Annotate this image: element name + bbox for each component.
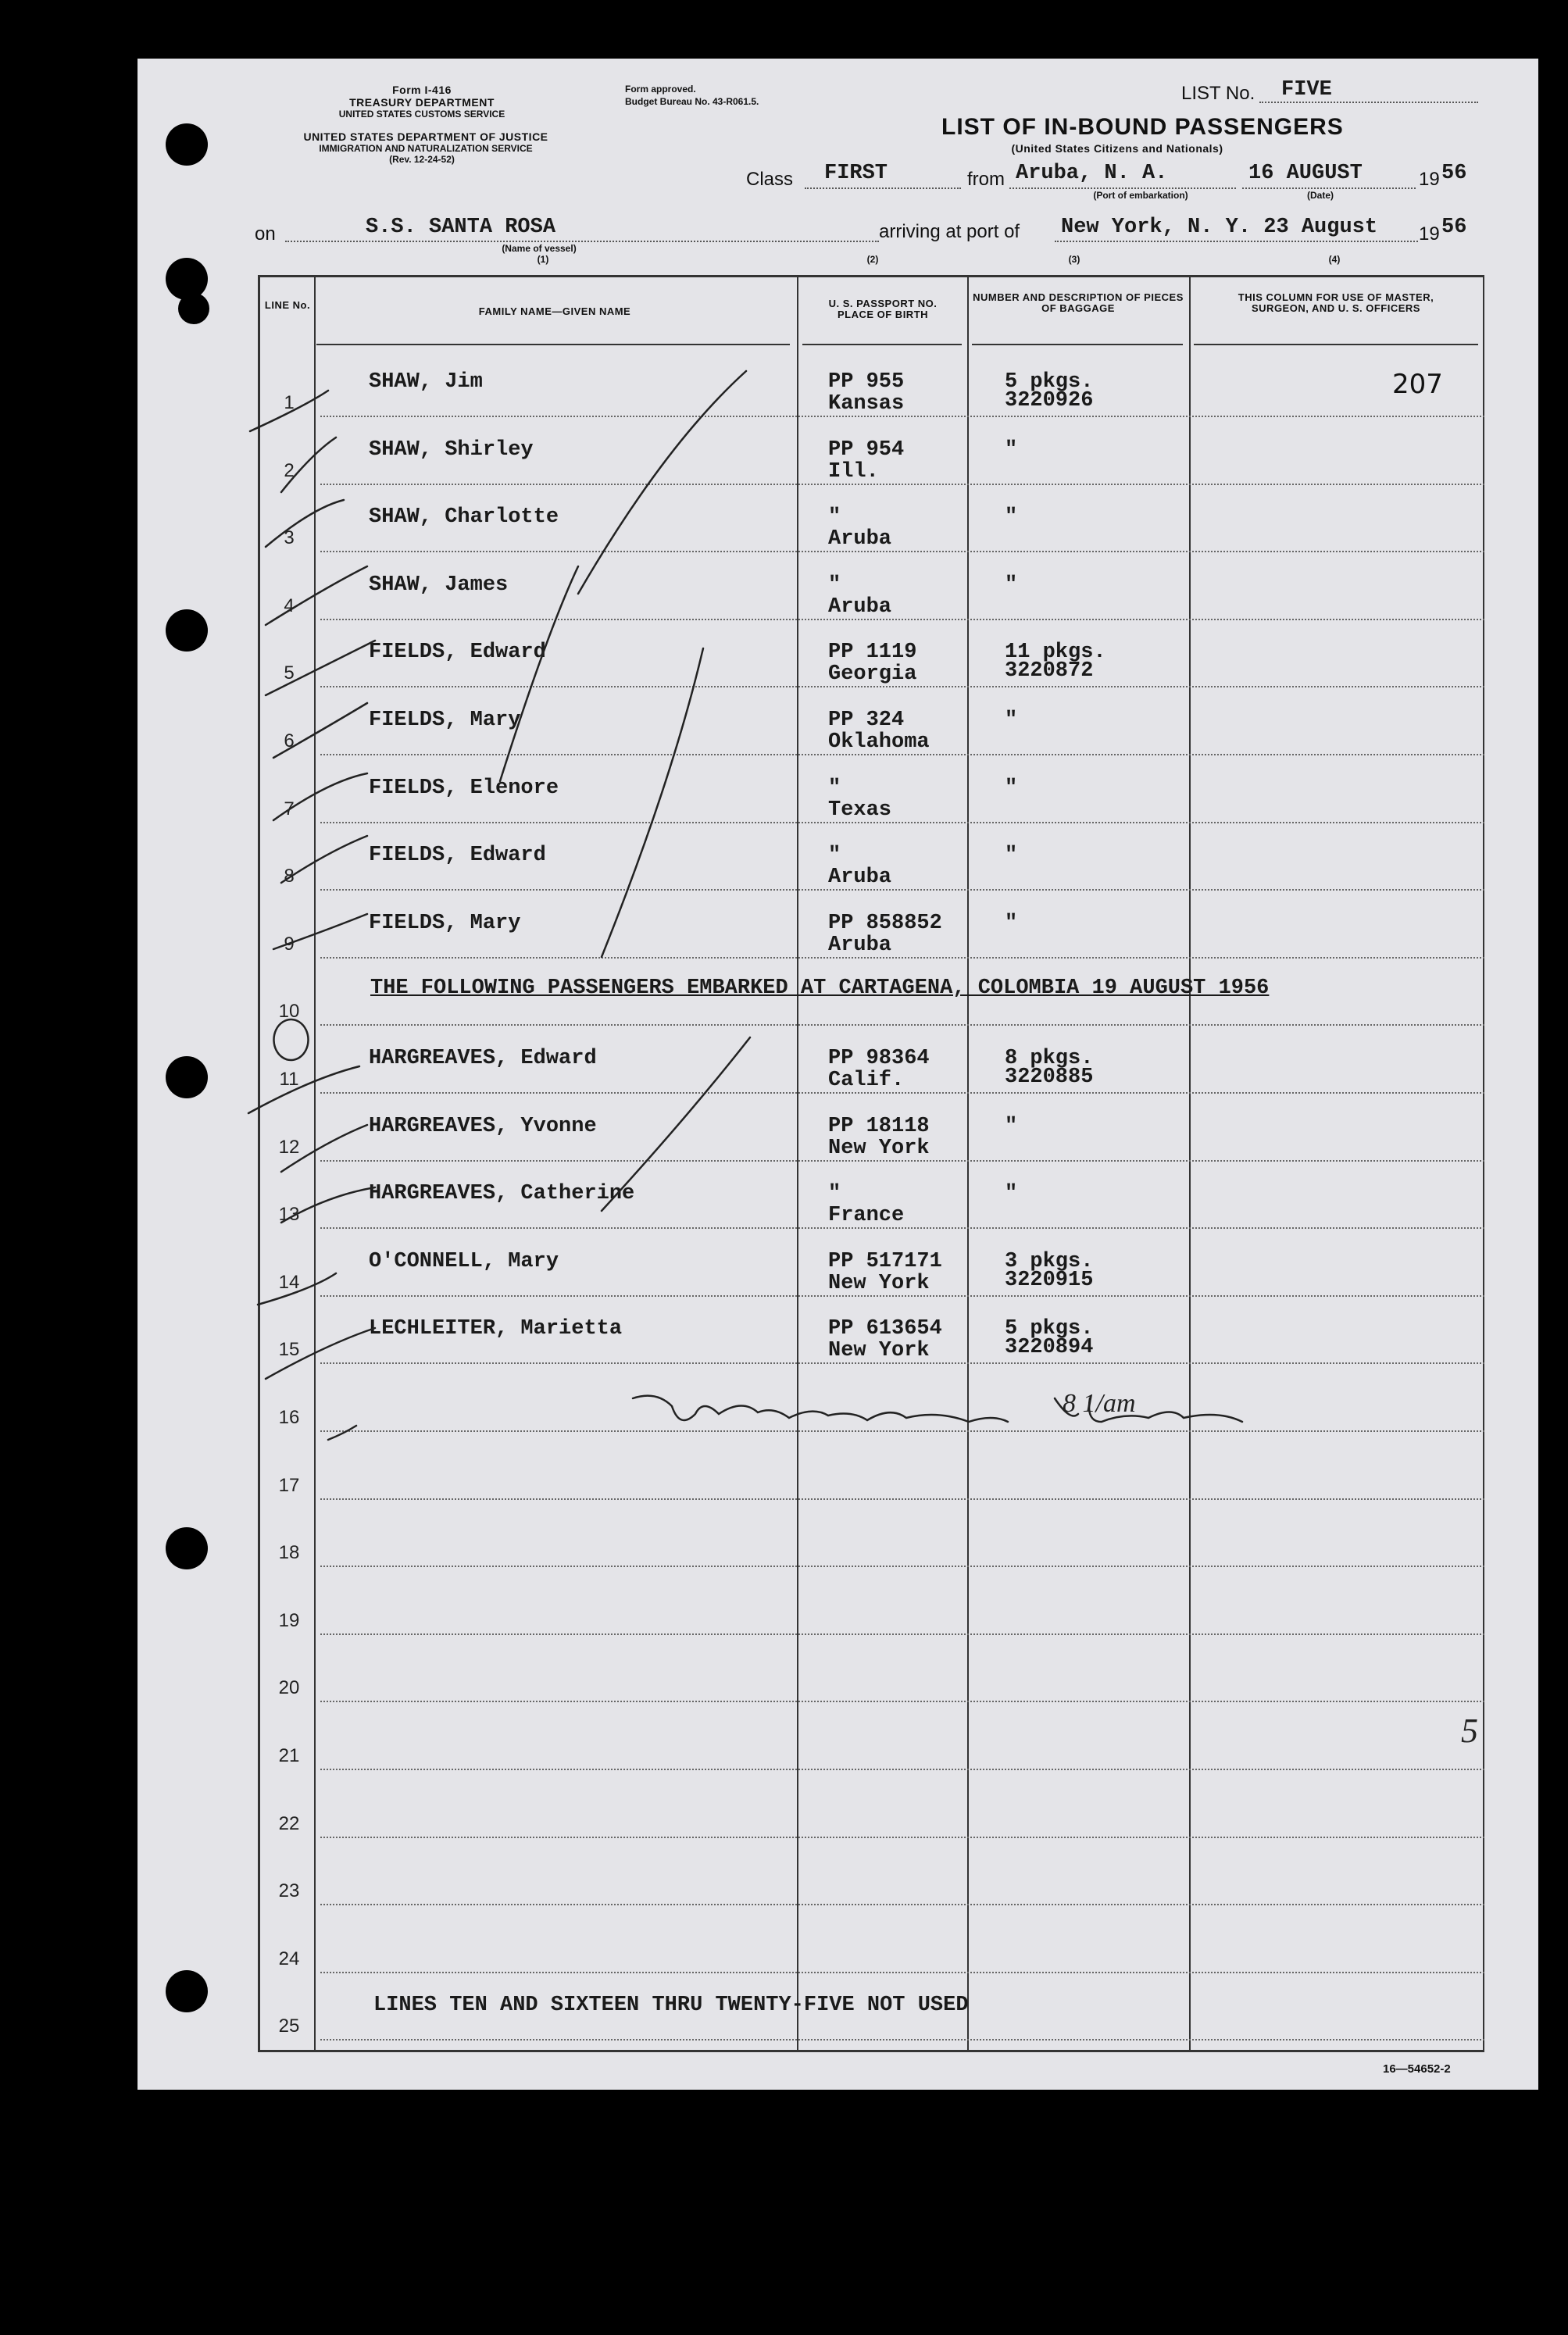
check-mark: [281, 437, 336, 492]
place-of-birth: Calif.: [828, 1069, 905, 1092]
passport-number: PP 954: [828, 437, 905, 462]
class-label: Class: [746, 169, 794, 190]
check-mark: [266, 1328, 375, 1379]
line-number: 1: [284, 392, 295, 413]
col-header-name: FAMILY NAME—GIVEN NAME: [478, 305, 631, 317]
line-number: 24: [278, 1948, 300, 1969]
baggage-count: ": [1005, 709, 1018, 732]
line-number: 16: [278, 1407, 300, 1428]
date-caption: (Date): [1306, 190, 1334, 201]
place-of-birth: New York: [828, 1271, 930, 1295]
col-header-officers: THIS COLUMN FOR USE OF MASTER, SURGEON, AND U. S. OFFICERS: [1238, 291, 1434, 314]
passport-number: PP 18118: [828, 1114, 930, 1138]
line-number: 6: [284, 730, 295, 752]
officer-note: 207: [1392, 369, 1443, 400]
check-mark: [273, 914, 367, 949]
passenger-name: HARGREAVES, Yvonne: [369, 1114, 597, 1138]
place-of-birth: Aruba: [828, 594, 892, 619]
check-mark: [273, 773, 367, 820]
department-of-justice: UNITED STATES DEPARTMENT OF JUSTICE: [303, 130, 548, 143]
passenger-name: O'CONNELL, Mary: [369, 1249, 559, 1273]
line-number: 19: [278, 1609, 300, 1631]
baggage-tag: 3220894: [1005, 1336, 1094, 1360]
line-number: 20: [278, 1677, 300, 1699]
line-number: 23: [278, 1880, 300, 1902]
line-number: 9: [284, 933, 295, 955]
unused-lines-note: LINES TEN AND SIXTEEN THRU TWENTY-FIVE NOT USED: [373, 1994, 969, 2017]
year-prefix: 19: [1419, 169, 1440, 190]
arriving-label: arriving at port of: [879, 221, 1020, 242]
baggage-count: ": [1005, 573, 1018, 597]
check-mark: [248, 1066, 359, 1113]
col-header-line: LINE No.: [264, 299, 311, 311]
passport-number: ": [828, 1182, 841, 1206]
baggage-count: ": [1005, 1114, 1018, 1138]
passport-number: PP 1119: [828, 641, 917, 665]
signature: [633, 1396, 1008, 1422]
passport-number: PP 955: [828, 370, 905, 394]
passenger-name: SHAW, James: [369, 573, 509, 597]
place-of-birth: Kansas: [828, 392, 905, 416]
col-header-passport: U. S. PASSPORT NO. PLACE OF BIRTH: [828, 298, 938, 320]
punch-hole: [166, 2293, 208, 2335]
line-number: 4: [284, 594, 295, 616]
col-num-3: (3): [1068, 254, 1080, 265]
check-mark: [266, 500, 344, 547]
list-no-value: FIVE: [1281, 78, 1332, 102]
passenger-name: SHAW, Charlotte: [369, 505, 559, 530]
place-of-birth: Oklahoma: [828, 730, 930, 754]
footer-code: 16—54652-2: [1383, 2062, 1451, 2076]
port-of-embarkation: Aruba, N. A.: [1016, 162, 1168, 185]
tally-line: [578, 371, 746, 594]
baggage-count: ": [1005, 505, 1018, 530]
passport-number: PP 613654: [828, 1317, 942, 1341]
check-mark: [250, 391, 328, 431]
baggage-count: 5 pkgs.: [1005, 1317, 1094, 1341]
passenger-name: FIELDS, Mary: [369, 911, 521, 935]
year-value: 56: [1441, 162, 1467, 185]
passport-number: PP 517171: [828, 1249, 942, 1273]
check-mark: [328, 1426, 356, 1440]
line-number: 3: [284, 527, 295, 549]
passenger-name: FIELDS, Edward: [369, 641, 546, 665]
passenger-name: FIELDS, Edward: [369, 844, 546, 868]
immigration-service: IMMIGRATION AND NATURALIZATION SERVICE: [319, 143, 533, 154]
vessel-name: S.S. SANTA ROSA: [366, 216, 556, 239]
document-title: LIST OF IN-BOUND PASSENGERS: [941, 114, 1344, 140]
baggage-count: 3 pkgs.: [1005, 1249, 1094, 1273]
passenger-name: LECHLEITER, Marietta: [369, 1317, 623, 1341]
check-mark: [281, 1187, 375, 1223]
line-number: 25: [278, 2015, 300, 2037]
passenger-name: SHAW, Shirley: [369, 437, 534, 462]
arrival-year: 56: [1441, 216, 1467, 239]
passport-number: PP 858852: [828, 911, 942, 935]
col-num-1: (1): [537, 254, 549, 265]
check-mark: [266, 566, 367, 625]
place-of-birth: New York: [828, 1136, 930, 1160]
line-number: 7: [284, 798, 295, 819]
passport-number: PP 98364: [828, 1047, 930, 1070]
line-number: 8: [284, 866, 295, 887]
line-number: 18: [278, 1542, 300, 1564]
baggage-count: ": [1005, 911, 1018, 935]
form-number: Form I-416: [392, 84, 452, 96]
document-subtitle: (United States Citizens and Nationals): [1011, 142, 1223, 155]
line-number: 5: [284, 662, 295, 684]
passenger-name: FIELDS, Elenore: [369, 776, 559, 800]
baggage-count: ": [1005, 1182, 1018, 1206]
form-approved: Form approved.: [625, 84, 696, 95]
on-label: on: [255, 223, 276, 245]
passenger-name: HARGREAVES, Edward: [369, 1047, 597, 1070]
cartagena-note: THE FOLLOWING PASSENGERS EMBARKED AT CARTAGENA, COLOMBIA 19 AUGUST 1956: [370, 976, 1270, 1000]
passport-number: PP 324: [828, 709, 905, 732]
place-of-birth: Aruba: [828, 866, 892, 890]
line-number: 2: [284, 459, 295, 481]
check-mark: [281, 1125, 367, 1172]
circle-mark: [274, 1019, 309, 1060]
passenger-name: HARGREAVES, Catherine: [369, 1182, 635, 1206]
line-number: 12: [278, 1136, 300, 1158]
line-number: 13: [278, 1204, 300, 1226]
check-mark: [258, 1273, 336, 1305]
baggage-tag: 3220926: [1005, 389, 1094, 412]
place-of-birth: France: [828, 1204, 905, 1228]
initials-text: 8 1/am: [1063, 1389, 1136, 1418]
customs-service: UNITED STATES CUSTOMS SERVICE: [338, 109, 505, 120]
baggage-count: ": [1005, 776, 1018, 800]
line-number: 14: [278, 1271, 300, 1293]
line-number: 10: [278, 1001, 300, 1023]
check-mark: [273, 703, 367, 758]
place-of-birth: Georgia: [828, 662, 917, 687]
margin-mark: 5: [1461, 1712, 1478, 1750]
arrival-port-date: New York, N. Y. 23 August: [1061, 216, 1378, 239]
place-of-birth: New York: [828, 1339, 930, 1363]
vessel-caption: (Name of vessel): [502, 243, 577, 254]
baggage-count: ": [1005, 844, 1018, 868]
tally-line: [602, 1037, 750, 1211]
baggage-tag: 3220885: [1005, 1066, 1094, 1089]
line-number: 21: [278, 1745, 300, 1766]
class-value: FIRST: [824, 162, 888, 185]
tally-line: [500, 566, 578, 781]
passenger-name: SHAW, Jim: [369, 370, 483, 394]
check-mark: [281, 836, 367, 883]
line-number: 11: [279, 1069, 299, 1090]
budget-bureau: Budget Bureau No. 43-R061.5.: [625, 96, 759, 107]
list-no-label: LIST No.: [1181, 83, 1255, 104]
passport-number: ": [828, 573, 841, 597]
punch-hole: [180, 2262, 203, 2285]
place-of-birth: Aruba: [828, 933, 892, 957]
passport-number: ": [828, 844, 841, 868]
baggage-count: 11 pkgs.: [1005, 641, 1106, 665]
place-of-birth: Texas: [828, 798, 892, 822]
embarkation-date: 16 AUGUST: [1248, 162, 1363, 185]
passport-number: ": [828, 776, 841, 800]
line-number: 15: [278, 1339, 300, 1361]
col-num-2: (2): [866, 254, 879, 265]
place-of-birth: Ill.: [828, 459, 879, 484]
passport-number: ": [828, 505, 841, 530]
arrival-year-prefix: 19: [1419, 223, 1440, 245]
treasury-department: TREASURY DEPARTMENT: [349, 96, 495, 109]
col-num-4: (4): [1328, 254, 1341, 265]
baggage-count: ": [1005, 437, 1018, 462]
port-caption: (Port of embarkation): [1093, 190, 1188, 201]
baggage-count: 5 pkgs.: [1005, 370, 1094, 394]
baggage-tag: 3220915: [1005, 1268, 1094, 1292]
col-header-baggage: NUMBER AND DESCRIPTION OF PIECES OF BAGGAGE: [973, 291, 1184, 314]
line-number: 17: [278, 1474, 300, 1496]
baggage-count: 8 pkgs.: [1005, 1047, 1094, 1070]
baggage-tag: 3220872: [1005, 659, 1094, 684]
line-number: 22: [278, 1812, 300, 1834]
revision-date: (Rev. 12-24-52): [389, 154, 455, 165]
place-of-birth: Aruba: [828, 527, 892, 552]
passenger-name: FIELDS, Mary: [369, 709, 521, 732]
tally-line: [602, 648, 703, 957]
from-label: from: [967, 169, 1005, 190]
check-mark: [266, 641, 375, 695]
